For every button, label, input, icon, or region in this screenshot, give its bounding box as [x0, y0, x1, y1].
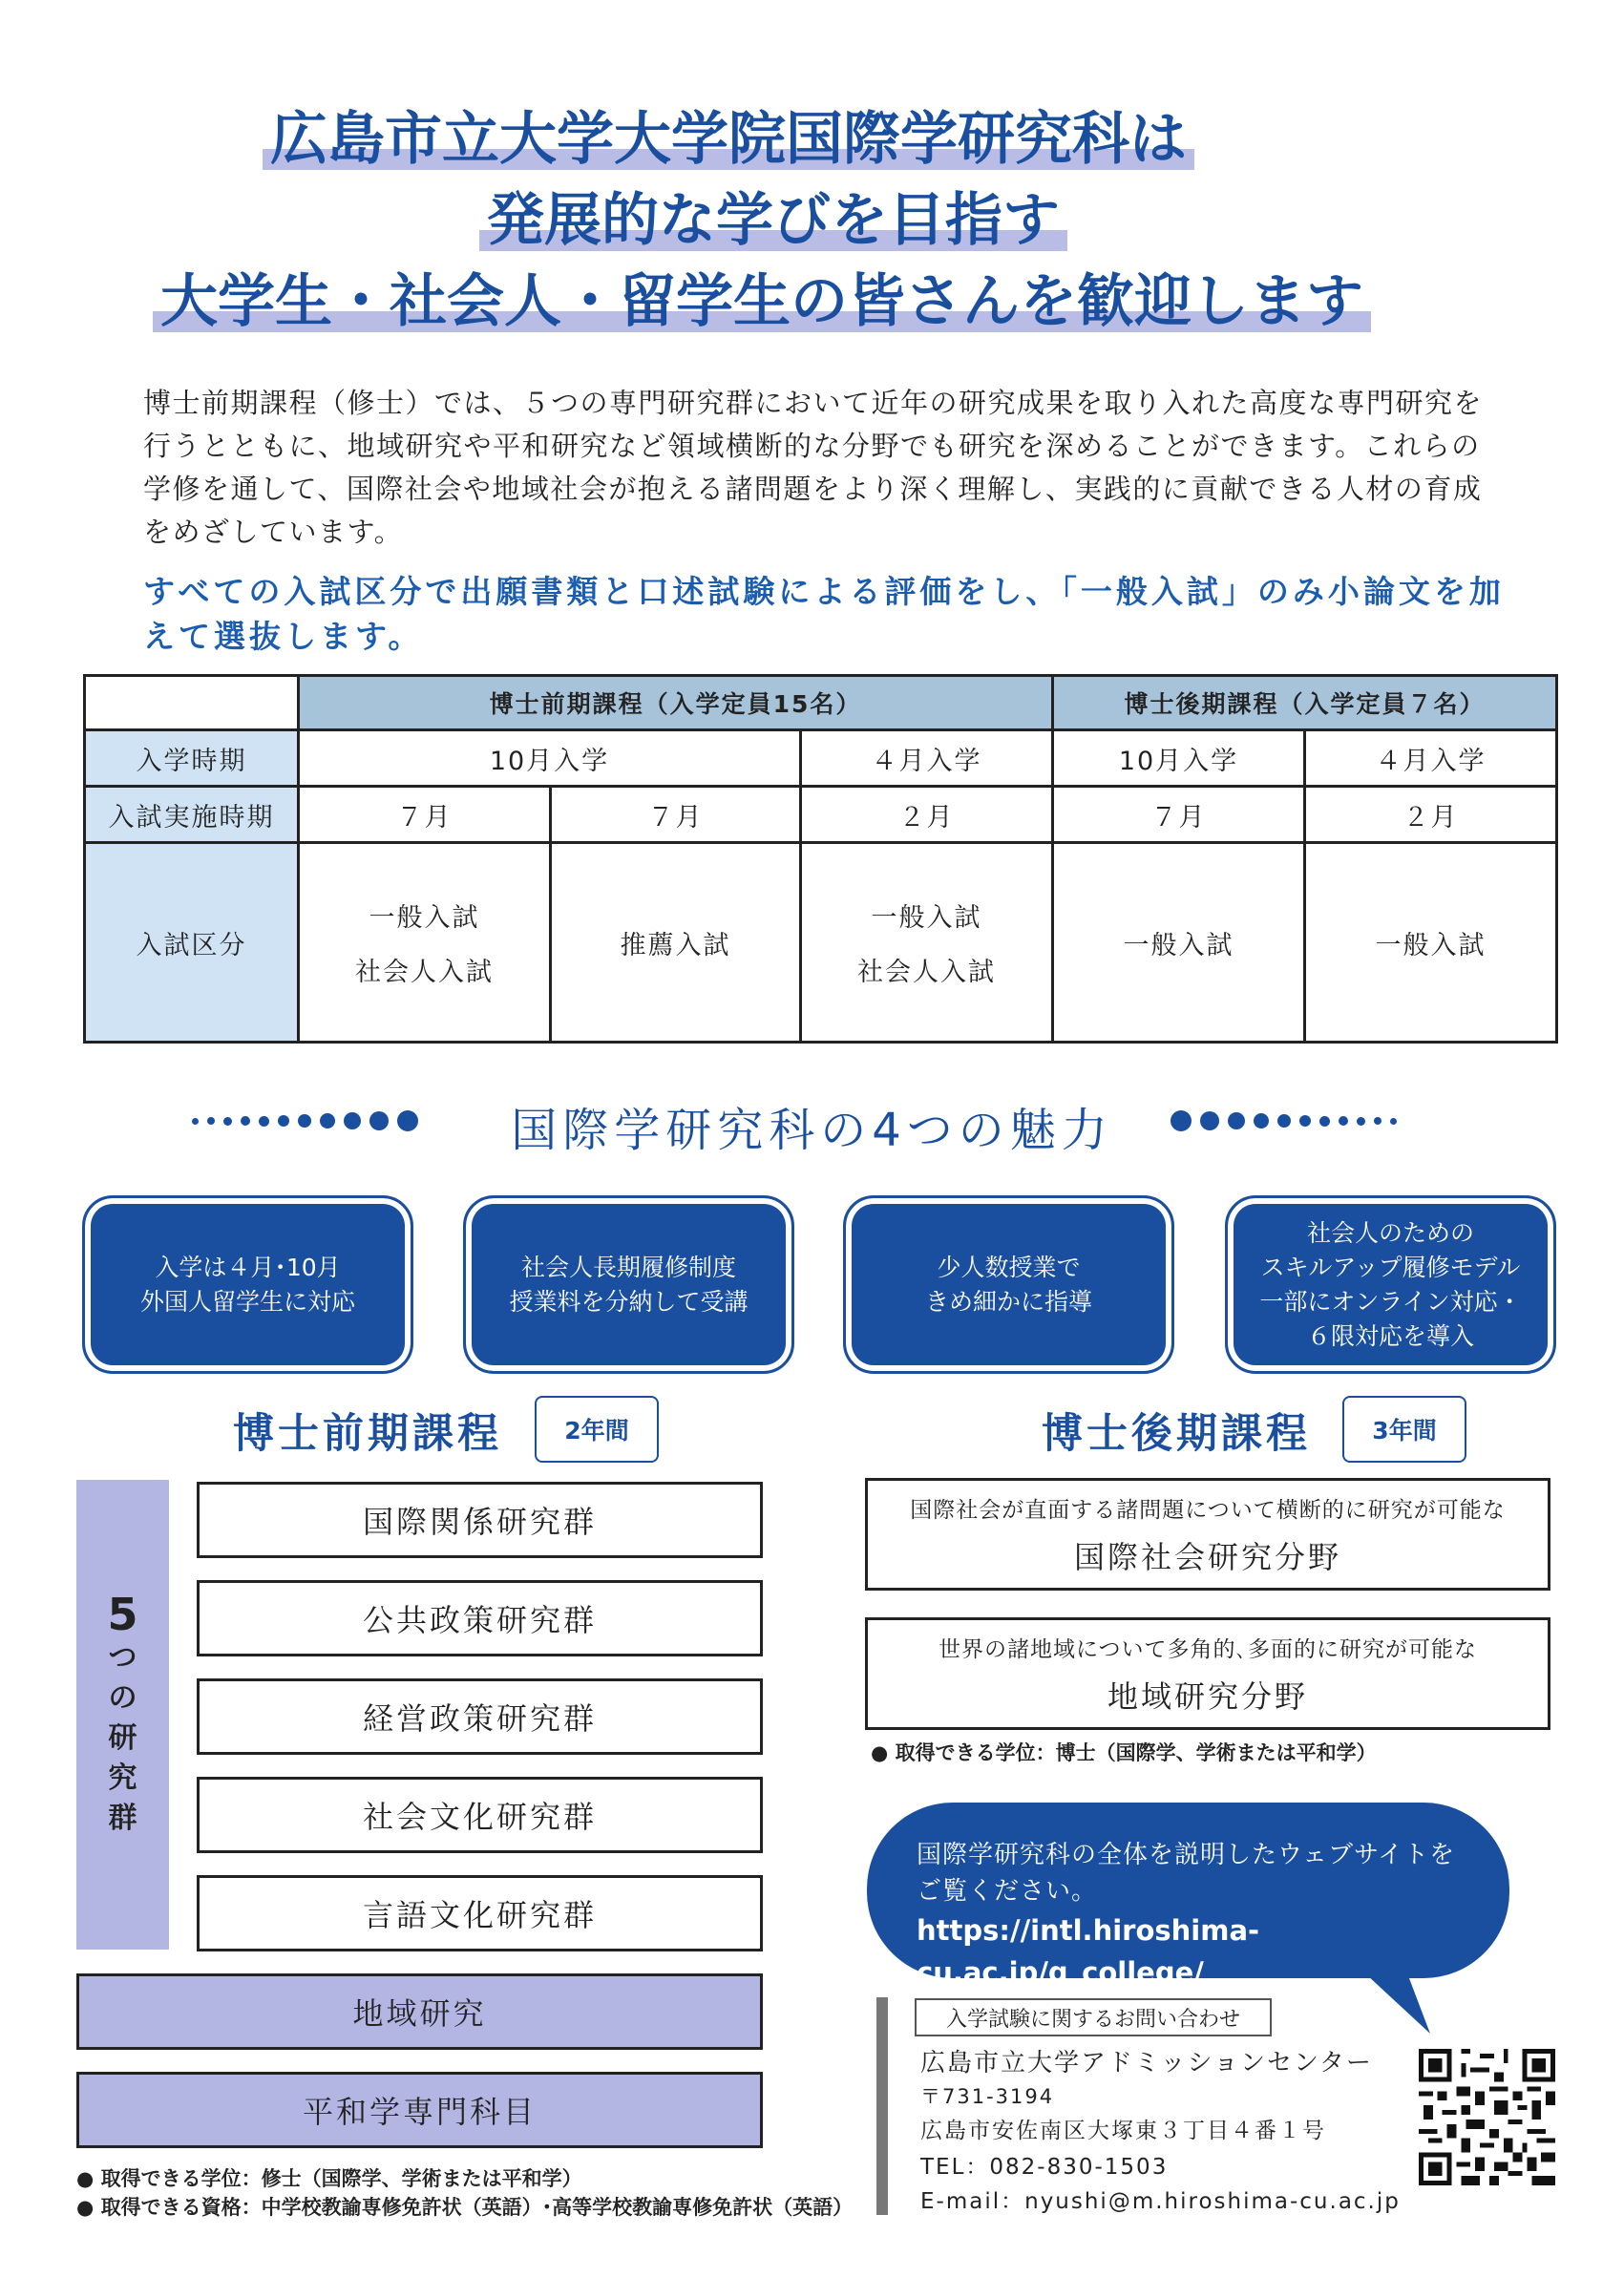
master-years-badge: 2年間	[535, 1396, 659, 1463]
category-2: 推薦入試	[549, 841, 802, 1044]
research-group-2: 公共政策研究群	[197, 1580, 763, 1656]
category-4: 一般入試	[1051, 841, 1306, 1044]
feature-box-1: 入学は４月･10月 外国人留学生に対応	[82, 1195, 413, 1374]
research-group-1: 国際関係研究群	[197, 1482, 763, 1558]
headline-line2: 発展的な学びを目指す	[487, 186, 1060, 255]
website-bubble: 国際学研究科の全体を説明したウェブサイトを ご覧ください。 https://intl.hiroshima-cu.ac.jp/g_college/	[867, 1803, 1509, 1978]
contact-accent-bar	[876, 1997, 888, 2215]
peace-studies-box: 平和学専門科目	[76, 2072, 763, 2148]
admission-october: 10月入学	[297, 728, 802, 788]
five-groups-label: 5 つ の 研 究 群	[76, 1480, 169, 1950]
bubble-tail	[1318, 1938, 1451, 2043]
row-admission-label: 入学時期	[83, 728, 300, 788]
doctor-years-badge: 3年間	[1342, 1396, 1466, 1463]
master-degree-note: ● 取得できる学位：修士（国際学、学術または平和学）	[76, 2167, 582, 2190]
feature-box-3: 少人数授業で きめ細かに指導	[843, 1195, 1174, 1374]
selection-lead: すべての入試区分で出願書類と口述試験による評価をし、「一般入試」のみ小論文を加えて選抜します。	[143, 573, 1505, 655]
headline-line1: 広島市立大学大学院国際学研究科は	[270, 105, 1187, 174]
contact-email[interactable]: E-mail：nyushi@m.hiroshima-cu.ac.jp	[920, 2189, 1401, 2214]
contact-zip: 〒731-3194	[920, 2085, 1055, 2108]
intro-paragraph: 博士前期課程（修士）では、５つの専門研究群において近年の研究成果を取り入れた高度な専門研究を行うとともに、地域研究や平和研究など領域横断的な分野でも研究を深めることができます。これらの学修を通して、国際社会や地域社会が抱える諸問題をより深く理解し、実践的に貢献できる人材の育成をめざしています。	[143, 387, 1484, 548]
master-course-header: 博士前期課程（入学定員15名）	[297, 674, 1054, 731]
master-license-note: ● 取得できる資格：中学校教諭専修免許状（英語）･高等学校教諭専修免許状（英語）	[76, 2196, 854, 2219]
category-3: 一般入試 社会人入試	[799, 841, 1054, 1044]
exam-time-5: ２月	[1303, 785, 1558, 844]
headline-line3: 大学生・社会人・留学生の皆さんを歓迎します	[160, 267, 1363, 336]
feature-box-4: 社会人のための スキルアップ履修モデル 一部にオンライン対応・ ６限対応を導入	[1225, 1195, 1556, 1374]
dots-right	[1171, 1110, 1397, 1131]
regional-studies-box: 地域研究	[76, 1973, 763, 2050]
qr-code-icon[interactable]	[1419, 2049, 1555, 2185]
exam-time-2: ７月	[549, 785, 802, 844]
admission-april: ４月入学	[799, 728, 1054, 788]
exam-time-1: ７月	[297, 785, 552, 844]
exam-time-3: ２月	[799, 785, 1054, 844]
doctor-course-title: 博士後期課程	[1042, 1410, 1311, 1458]
row-category-label: 入試区分	[83, 841, 300, 1044]
website-link[interactable]: https://intl.hiroshima-cu.ac.jp/g_college/	[917, 1914, 1260, 1989]
feature-box-2: 社会人長期履修制度 授業料を分納して受講	[463, 1195, 794, 1374]
row-exam-time-label: 入試実施時期	[83, 785, 300, 844]
research-group-4: 社会文化研究群	[197, 1777, 763, 1853]
research-group-3: 経営政策研究群	[197, 1678, 763, 1755]
appeal-title: 国際学研究科の4つの魅力	[511, 1104, 1113, 1157]
international-society-field: 国際社会が直面する諸問題について横断的に研究が可能な 国際社会研究分野	[865, 1478, 1550, 1591]
table-corner	[83, 674, 300, 731]
contact-org: 広島市立大学アドミッションセンター	[920, 2049, 1373, 2078]
doctor-course-header: 博士後期課程（入学定員７名）	[1051, 674, 1558, 731]
category-1: 一般入試 社会人入試	[297, 841, 552, 1044]
contact-tel: TEL：082-830-1503	[920, 2155, 1169, 2180]
doctor-admission-october: 10月入学	[1051, 728, 1306, 788]
category-5: 一般入試	[1303, 841, 1558, 1044]
contact-tag: 入学試験に関するお問い合わせ	[915, 1998, 1272, 2036]
doctor-degree-note: ● 取得できる学位：博士（国際学、学術または平和学）	[871, 1741, 1377, 1764]
exam-time-4: ７月	[1051, 785, 1306, 844]
contact-address: 広島市安佐南区大塚東３丁目４番１号	[920, 2119, 1326, 2143]
doctor-admission-april: ４月入学	[1303, 728, 1558, 788]
area-studies-field: 世界の諸地域について多角的､多面的に研究が可能な 地域研究分野	[865, 1617, 1550, 1730]
research-group-5: 言語文化研究群	[197, 1875, 763, 1951]
master-course-title: 博士前期課程	[233, 1410, 502, 1458]
